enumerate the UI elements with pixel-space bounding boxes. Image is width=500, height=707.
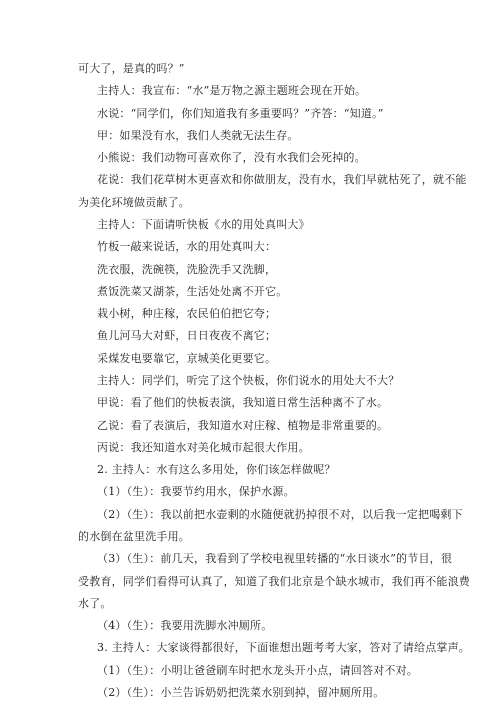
- text-line: 乙说：看了表演后，我知道水对庄稼、植物是非常重要的。: [97, 418, 389, 432]
- text-line: 小熊说：我们动物可喜欢你了，没有水我们会死掉的。: [97, 151, 366, 165]
- text-line: 采煤发电要靠它，京城美化更要它。: [97, 351, 277, 365]
- text-line: 2. 主持人：水有这么多用处，你们该怎样做呢？: [97, 463, 336, 477]
- text-line: 竹板一敲来说话，水的用处真叫大：: [97, 240, 277, 254]
- text-line: 水了。: [78, 596, 112, 610]
- text-line: 花说：我们花草树木更喜欢和你做朋友，没有水，我们早就枯死了，就不能: [97, 173, 467, 187]
- text-line: 栽小树，种庄稼，农民伯伯把它夸；: [97, 307, 277, 321]
- text-line: 的水倒在盆里洗手用。: [78, 530, 190, 543]
- text-line: 煮饭洗菜又湖茶，生活处处离不开它。: [97, 284, 288, 298]
- text-line: 可大了，是真的吗？”: [78, 62, 185, 75]
- text-line: 甲说：看了他们的快板表演，我知道日常生活种离不了水。: [97, 396, 389, 410]
- text-line: 甲：如果没有水，我们人类就无法生存。: [97, 128, 299, 142]
- text-line: （1）（生）：我要节约用水，保护水源。: [97, 485, 295, 499]
- text-line: 受教育，同学们看得可认真了，知道了我们北京是个缺水城市，我们再不能浪费: [78, 574, 470, 588]
- text-line: （2）（生）：我以前把水壶剩的水随便就扔掉很不对，以后我一定把喝剩下: [97, 507, 463, 521]
- text-line: 为美化环境做贡献了。: [78, 195, 190, 209]
- text-line: 鱼儿河马大对虾，日日夜夜不离它；: [97, 329, 277, 343]
- text-line: 3. 主持人：大家谈得都很好，下面谁想出题考考大家，答对了请给点掌声。: [97, 641, 470, 655]
- text-line: 丙说：我还知道水对美化城市起很大作用。: [97, 440, 310, 454]
- text-line: （2）（生）：小兰告诉奶奶把洗菜水别到掉，留冲厕所用。: [97, 686, 385, 699]
- text-line: （1）（生）：小明让爸爸刷车时把水龙头开小点，请回答对不对。: [97, 663, 418, 677]
- text-line: 主持人：我宣布：“水”是万物之源主题班会现在开始。: [97, 84, 367, 98]
- text-line: （4）（生）：我要用洗脚水冲厕所。: [97, 619, 273, 633]
- text-line: 主持人：下面请听快板《水的用处真叫大》: [97, 218, 310, 231]
- text-line: 水说：“同学们，你们知道我有多重要吗？”齐答：“知道。”: [97, 106, 384, 120]
- text-line: 洗衣服，洗碗筷，洗脸洗手又洗脚，: [97, 262, 277, 276]
- text-line: （3）（生）：前几天，我看到了学校电视里转播的“水日谈水”的节目，很: [97, 552, 453, 566]
- text-line: 主持人：同学们，听完了这个快板，你们说水的用处大不大？: [97, 374, 400, 387]
